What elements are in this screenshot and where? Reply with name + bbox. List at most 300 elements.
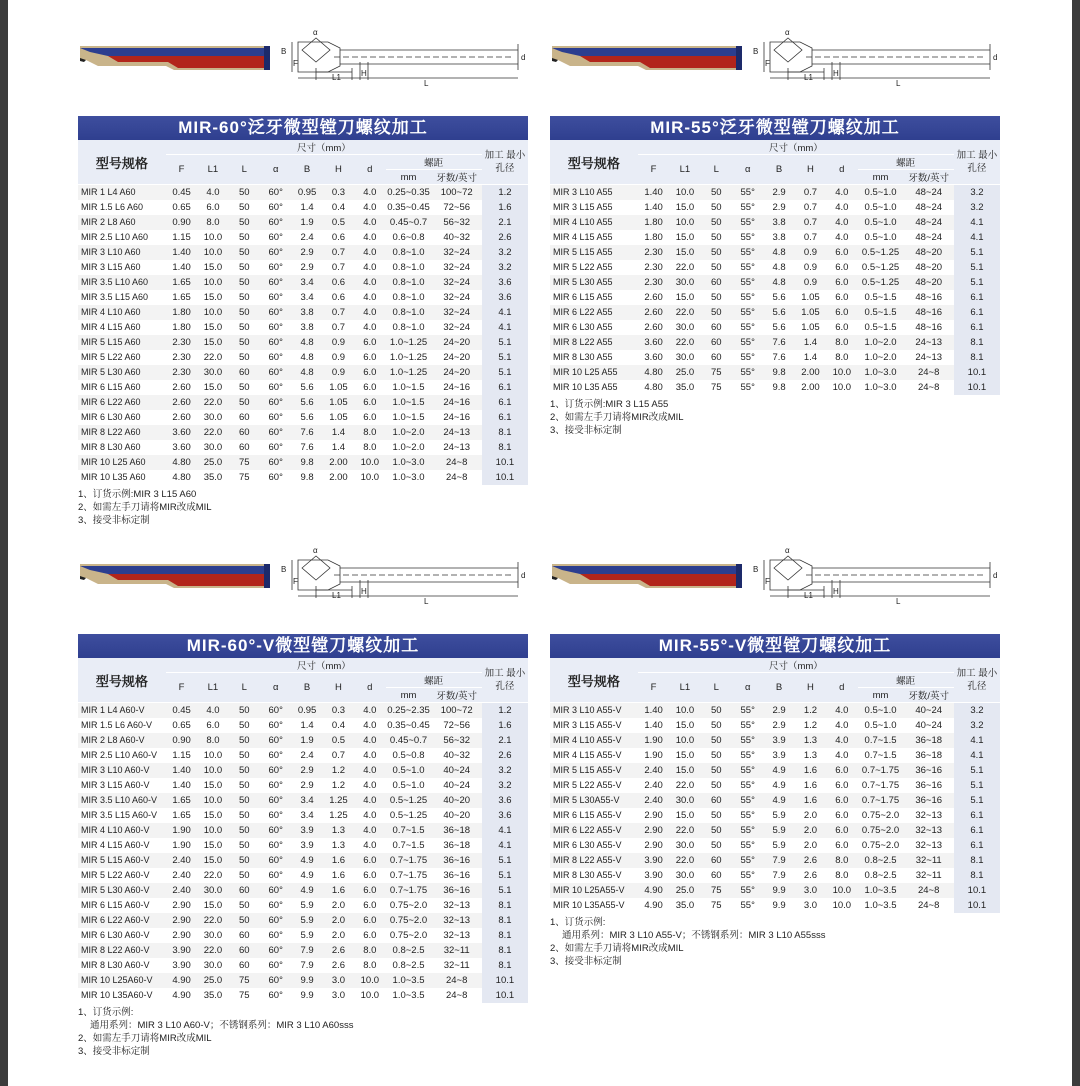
table-cell: 48~20 bbox=[904, 275, 954, 290]
label-l1: L1 bbox=[332, 591, 341, 600]
table-cell: 32~13 bbox=[432, 928, 482, 943]
table-cell: 5.6 bbox=[763, 305, 794, 320]
table-cell: 60 bbox=[701, 275, 732, 290]
col-f: F bbox=[166, 155, 197, 185]
table-cell: 9.9 bbox=[291, 988, 322, 1003]
table-cell: 55° bbox=[732, 245, 763, 260]
col-pitch-tpi: 牙数/英寸 bbox=[432, 688, 482, 703]
table-cell: 6.1 bbox=[954, 305, 1000, 320]
table-cell: 56~32 bbox=[432, 733, 482, 748]
table-cell: 15.0 bbox=[197, 838, 228, 853]
table-cell: 60° bbox=[260, 823, 291, 838]
table-row bbox=[78, 425, 528, 440]
table-cell: 9.8 bbox=[291, 470, 322, 485]
table-cell: 0.8~1.0 bbox=[386, 245, 432, 260]
table-cell: 60 bbox=[701, 350, 732, 365]
table-cell: 0.5 bbox=[323, 215, 354, 230]
table-cell: 60° bbox=[260, 763, 291, 778]
table-cell: 5.1 bbox=[954, 275, 1000, 290]
table-cell: 30.0 bbox=[197, 883, 228, 898]
table-cell: 55° bbox=[732, 290, 763, 305]
table-cell: 0.45~0.7 bbox=[386, 215, 432, 230]
table-cell: 50 bbox=[701, 778, 732, 793]
tool-drawing bbox=[550, 28, 1000, 88]
table-row bbox=[78, 718, 528, 733]
table-cell: 60° bbox=[260, 455, 291, 470]
table-cell: 6.0 bbox=[826, 275, 857, 290]
table-cell: 9.8 bbox=[763, 380, 794, 395]
cell-model: MIR 8 L30 A60-V bbox=[78, 958, 166, 973]
table-cell: 1.0~2.0 bbox=[386, 440, 432, 455]
table-row bbox=[78, 943, 528, 958]
cell-model: MIR 1 L4 A60-V bbox=[78, 703, 166, 718]
label-b: B bbox=[753, 47, 759, 56]
table-cell: 0.6 bbox=[323, 290, 354, 305]
table-cell: 15.0 bbox=[669, 290, 700, 305]
table-cell: 0.7 bbox=[323, 260, 354, 275]
table-cell: 1.0~1.25 bbox=[386, 365, 432, 380]
table-cell: 0.7~1.75 bbox=[386, 853, 432, 868]
table-cell: 60° bbox=[260, 958, 291, 973]
table-cell: 3.90 bbox=[638, 853, 669, 868]
table-cell: 60° bbox=[260, 718, 291, 733]
col-model: 型号规格 bbox=[78, 140, 166, 185]
table-cell: 10.0 bbox=[354, 988, 385, 1003]
table-cell: 1.2 bbox=[482, 185, 528, 200]
cell-model: MIR 6 L22 A60 bbox=[78, 395, 166, 410]
table-cell: 4.8 bbox=[291, 335, 322, 350]
cell-model: MIR 6 L22 A55-V bbox=[550, 823, 638, 838]
table-cell: 6.0 bbox=[354, 853, 385, 868]
table-cell: 50 bbox=[229, 380, 260, 395]
table-cell: 100~72 bbox=[432, 185, 482, 200]
col-l1: L1 bbox=[669, 673, 700, 703]
table-cell: 50 bbox=[229, 320, 260, 335]
table-cell: 5.1 bbox=[482, 335, 528, 350]
table-cell: 5.9 bbox=[763, 808, 794, 823]
table-cell: 1.25 bbox=[323, 808, 354, 823]
table-cell: 22.0 bbox=[197, 943, 228, 958]
table-cell: 1.80 bbox=[638, 215, 669, 230]
cell-model: MIR 3.5 L15 A60-V bbox=[78, 808, 166, 823]
table-cell: 60° bbox=[260, 185, 291, 200]
table-cell: 48~24 bbox=[904, 200, 954, 215]
table-cell: 8.0 bbox=[197, 215, 228, 230]
table-cell: 8.1 bbox=[482, 943, 528, 958]
cell-model: MIR 10 L35A60-V bbox=[78, 988, 166, 1003]
col-f: F bbox=[638, 673, 669, 703]
table-cell: 60° bbox=[260, 748, 291, 763]
table-cell: 6.0 bbox=[354, 883, 385, 898]
table-cell: 1.6 bbox=[795, 778, 826, 793]
table-cell: 0.5~1.25 bbox=[858, 245, 904, 260]
table-cell: 72~56 bbox=[432, 200, 482, 215]
table-cell: 32~24 bbox=[432, 290, 482, 305]
table-cell: 50 bbox=[229, 245, 260, 260]
table-cell: 50 bbox=[229, 200, 260, 215]
table-cell: 0.5~1.0 bbox=[386, 763, 432, 778]
table-cell: 5.6 bbox=[291, 395, 322, 410]
label-h: H bbox=[833, 587, 839, 596]
table-cell: 50 bbox=[701, 245, 732, 260]
table-cell: 5.1 bbox=[954, 793, 1000, 808]
table-row bbox=[78, 853, 528, 868]
table-cell: 1.0~3.5 bbox=[386, 973, 432, 988]
cell-model: MIR 6 L30 A55 bbox=[550, 320, 638, 335]
table-cell: 15.0 bbox=[197, 380, 228, 395]
table-cell: 9.9 bbox=[763, 883, 794, 898]
cell-model: MIR 8 L30 A60 bbox=[78, 440, 166, 455]
label-d: d bbox=[993, 571, 998, 580]
note-line: 2、如需左手刀请将MIR改成MIL bbox=[550, 412, 684, 423]
label-f: F bbox=[765, 577, 770, 586]
table-cell: 32~24 bbox=[432, 275, 482, 290]
table-cell: 0.9 bbox=[795, 245, 826, 260]
table-cell: 4.0 bbox=[826, 185, 857, 200]
table-cell: 2.60 bbox=[166, 410, 197, 425]
table-cell: 0.7 bbox=[795, 230, 826, 245]
table-cell: 3.90 bbox=[166, 943, 197, 958]
table-cell: 48~24 bbox=[904, 230, 954, 245]
table-cell: 5.6 bbox=[291, 380, 322, 395]
table-cell: 3.2 bbox=[482, 778, 528, 793]
table-cell: 5.6 bbox=[291, 410, 322, 425]
table-cell: 8.0 bbox=[354, 958, 385, 973]
panel-mir-55-v bbox=[550, 546, 1000, 967]
table-cell: 6.0 bbox=[354, 365, 385, 380]
table-cell: 50 bbox=[229, 703, 260, 718]
cell-model: MIR 4 L15 A60 bbox=[78, 320, 166, 335]
table-cell: 22.0 bbox=[669, 853, 700, 868]
cell-model: MIR 5 L30A55-V bbox=[550, 793, 638, 808]
table-cell: 2.9 bbox=[291, 260, 322, 275]
table-cell: 6.0 bbox=[354, 335, 385, 350]
table-cell: 0.75~2.0 bbox=[858, 838, 904, 853]
table-cell: 2.00 bbox=[323, 455, 354, 470]
table-row bbox=[78, 778, 528, 793]
cell-model: MIR 4 L10 A55 bbox=[550, 215, 638, 230]
table-cell: 4.0 bbox=[354, 230, 385, 245]
col-h: H bbox=[795, 155, 826, 185]
table-cell: 1.3 bbox=[795, 748, 826, 763]
cell-model: MIR 4 L15 A55 bbox=[550, 230, 638, 245]
table-row bbox=[550, 868, 1000, 883]
table-cell: 55° bbox=[732, 823, 763, 838]
cell-model: MIR 3 L10 A55 bbox=[550, 185, 638, 200]
table-cell: 60 bbox=[229, 365, 260, 380]
col-size: 尺寸（mm） bbox=[638, 658, 954, 673]
table-cell: 32~24 bbox=[432, 245, 482, 260]
table-cell: 4.0 bbox=[354, 793, 385, 808]
table-cell: 2.0 bbox=[323, 913, 354, 928]
table-cell: 6.0 bbox=[354, 380, 385, 395]
tool-diagram bbox=[550, 546, 1000, 606]
table-cell: 4.0 bbox=[354, 778, 385, 793]
table-cell: 6.0 bbox=[826, 305, 857, 320]
col-l: L bbox=[701, 673, 732, 703]
table-cell: 0.8~2.5 bbox=[386, 943, 432, 958]
col-d: d bbox=[826, 673, 857, 703]
table-cell: 3.2 bbox=[482, 763, 528, 778]
table-cell: 50 bbox=[229, 718, 260, 733]
table-cell: 35.0 bbox=[669, 898, 700, 913]
label-d: d bbox=[521, 571, 526, 580]
table-cell: 1.2 bbox=[795, 703, 826, 718]
table-cell: 1.2 bbox=[323, 763, 354, 778]
table-cell: 55° bbox=[732, 230, 763, 245]
table-cell: 0.5~1.0 bbox=[858, 718, 904, 733]
table-row bbox=[78, 470, 528, 485]
table-cell: 32~11 bbox=[904, 853, 954, 868]
table-cell: 4.1 bbox=[954, 215, 1000, 230]
table-title: MIR-55°-V微型镗刀螺纹加工 bbox=[550, 634, 1000, 658]
table-row bbox=[78, 913, 528, 928]
table-cell: 0.5~1.0 bbox=[858, 215, 904, 230]
table-row bbox=[78, 928, 528, 943]
table-cell: 2.0 bbox=[795, 838, 826, 853]
col-pitch: 螺距 bbox=[858, 673, 954, 688]
table-cell: 10.1 bbox=[482, 973, 528, 988]
table-cell: 2.00 bbox=[323, 470, 354, 485]
table-cell: 0.7~1.5 bbox=[386, 823, 432, 838]
tool-diagram bbox=[550, 28, 1000, 88]
cell-model: MIR 3 L10 A60 bbox=[78, 245, 166, 260]
table-cell: 4.9 bbox=[291, 868, 322, 883]
col-l: L bbox=[701, 155, 732, 185]
table-cell: 3.8 bbox=[291, 320, 322, 335]
table-cell: 15.0 bbox=[669, 808, 700, 823]
table-cell: 0.5~1.0 bbox=[858, 703, 904, 718]
table-row bbox=[550, 898, 1000, 913]
table-cell: 2.6 bbox=[482, 748, 528, 763]
table-cell: 48~16 bbox=[904, 320, 954, 335]
cell-model: MIR 6 L30 A60 bbox=[78, 410, 166, 425]
table-cell: 7.9 bbox=[291, 943, 322, 958]
table-row bbox=[550, 350, 1000, 365]
tool-insert-image bbox=[552, 46, 742, 70]
table-cell: 0.45 bbox=[166, 185, 197, 200]
cell-model: MIR 5 L30 A60 bbox=[78, 365, 166, 380]
cell-model: MIR 3 L15 A55 bbox=[550, 200, 638, 215]
table-row bbox=[550, 260, 1000, 275]
table-cell: 0.7~1.5 bbox=[858, 733, 904, 748]
table-cell: 50 bbox=[229, 748, 260, 763]
label-l1: L1 bbox=[332, 73, 341, 82]
col-h: H bbox=[323, 673, 354, 703]
table-cell: 4.1 bbox=[482, 320, 528, 335]
table-cell: 2.40 bbox=[166, 883, 197, 898]
col-model: 型号规格 bbox=[78, 658, 166, 703]
cell-model: MIR 2 L8 A60 bbox=[78, 215, 166, 230]
label-f: F bbox=[293, 577, 298, 586]
table-cell: 0.5~1.0 bbox=[386, 778, 432, 793]
table-cell: 60° bbox=[260, 200, 291, 215]
table-cell: 8.0 bbox=[197, 733, 228, 748]
table-cell: 60 bbox=[229, 928, 260, 943]
table-cell: 8.1 bbox=[482, 913, 528, 928]
table-cell: 3.9 bbox=[291, 823, 322, 838]
table-cell: 8.0 bbox=[826, 350, 857, 365]
col-size: 尺寸（mm） bbox=[638, 140, 954, 155]
note-line: 2、如需左手刀请将MIR改成MIL bbox=[78, 1033, 212, 1044]
table-cell: 1.0~3.0 bbox=[386, 470, 432, 485]
table-body bbox=[78, 703, 528, 1003]
cell-model: MIR 8 L22 A55 bbox=[550, 335, 638, 350]
table-cell: 1.40 bbox=[166, 778, 197, 793]
tool-insert-image bbox=[80, 46, 270, 70]
table-cell: 2.40 bbox=[638, 793, 669, 808]
table-cell: 9.9 bbox=[291, 973, 322, 988]
table-cell: 2.00 bbox=[795, 380, 826, 395]
tool-insert-image bbox=[552, 564, 742, 588]
table-cell: 0.7~1.75 bbox=[386, 883, 432, 898]
table-row bbox=[78, 410, 528, 425]
table-cell: 15.0 bbox=[669, 230, 700, 245]
left-frame-bar bbox=[0, 0, 8, 1086]
cell-model: MIR 2.5 L10 A60-V bbox=[78, 748, 166, 763]
table-row bbox=[78, 185, 528, 200]
table-cell: 24~16 bbox=[432, 410, 482, 425]
table-cell: 35.0 bbox=[197, 470, 228, 485]
col-l1: L1 bbox=[197, 673, 228, 703]
col-d: d bbox=[354, 155, 385, 185]
cell-model: MIR 5 L22 A55-V bbox=[550, 778, 638, 793]
table-cell: 2.9 bbox=[291, 778, 322, 793]
table-cell: 1.3 bbox=[323, 823, 354, 838]
cell-model: MIR 8 L22 A60 bbox=[78, 425, 166, 440]
table-cell: 60 bbox=[701, 868, 732, 883]
table-cell: 0.5~1.25 bbox=[386, 808, 432, 823]
table-cell: 24~20 bbox=[432, 350, 482, 365]
table-cell: 9.8 bbox=[763, 365, 794, 380]
dimension-drawing bbox=[292, 38, 518, 80]
table-cell: 32~24 bbox=[432, 305, 482, 320]
table-row bbox=[550, 808, 1000, 823]
table-cell: 10.0 bbox=[197, 230, 228, 245]
table-cell: 55° bbox=[732, 853, 763, 868]
cell-model: MIR 1.5 L6 A60 bbox=[78, 200, 166, 215]
label-l1: L1 bbox=[804, 591, 813, 600]
table-cell: 22.0 bbox=[669, 335, 700, 350]
table-cell: 60° bbox=[260, 868, 291, 883]
table-cell: 5.9 bbox=[763, 838, 794, 853]
table-cell: 36~16 bbox=[904, 778, 954, 793]
label-l: L bbox=[896, 79, 901, 88]
col-f: F bbox=[166, 673, 197, 703]
table-cell: 4.0 bbox=[354, 290, 385, 305]
table-cell: 5.6 bbox=[763, 290, 794, 305]
table-cell: 1.2 bbox=[795, 718, 826, 733]
table-cell: 75 bbox=[701, 898, 732, 913]
col-b: B bbox=[763, 673, 794, 703]
table-cell: 0.5~1.0 bbox=[858, 230, 904, 245]
table-cell: 1.05 bbox=[323, 410, 354, 425]
table-row bbox=[78, 335, 528, 350]
table-cell: 1.90 bbox=[638, 748, 669, 763]
table-row bbox=[550, 748, 1000, 763]
table-cell: 3.0 bbox=[795, 883, 826, 898]
table-cell: 1.0~3.0 bbox=[858, 380, 904, 395]
table-cell: 60 bbox=[229, 958, 260, 973]
table-cell: 50 bbox=[701, 763, 732, 778]
table-cell: 8.1 bbox=[954, 335, 1000, 350]
col-b: B bbox=[763, 155, 794, 185]
table-cell: 5.1 bbox=[954, 778, 1000, 793]
table-cell: 5.1 bbox=[482, 350, 528, 365]
table-cell: 2.9 bbox=[763, 703, 794, 718]
table-cell: 55° bbox=[732, 275, 763, 290]
table-cell: 60 bbox=[229, 410, 260, 425]
col-h: H bbox=[323, 155, 354, 185]
table-cell: 55° bbox=[732, 838, 763, 853]
table-cell: 1.40 bbox=[166, 245, 197, 260]
table-row bbox=[550, 275, 1000, 290]
table-cell: 10.1 bbox=[954, 898, 1000, 913]
table-cell: 15.0 bbox=[669, 763, 700, 778]
note-line: 通用系列：MIR 3 L10 A60-V；不锈钢系列：MIR 3 L10 A60sss bbox=[90, 1020, 354, 1031]
table-cell: 10.0 bbox=[197, 275, 228, 290]
table-cell: 3.6 bbox=[482, 290, 528, 305]
table-cell: 24~8 bbox=[904, 883, 954, 898]
table-cell: 0.5 bbox=[323, 733, 354, 748]
table-cell: 0.3 bbox=[323, 703, 354, 718]
table-cell: 60° bbox=[260, 883, 291, 898]
table-cell: 8.1 bbox=[482, 928, 528, 943]
table-cell: 4.90 bbox=[166, 988, 197, 1003]
table-cell: 1.6 bbox=[482, 200, 528, 215]
label-b: B bbox=[753, 565, 759, 574]
label-alpha: α bbox=[313, 28, 318, 37]
table-cell: 40~24 bbox=[432, 763, 482, 778]
label-l: L bbox=[424, 597, 429, 606]
table-cell: 50 bbox=[229, 335, 260, 350]
table-cell: 15.0 bbox=[197, 853, 228, 868]
cell-model: MIR 3.5 L10 A60 bbox=[78, 275, 166, 290]
table-cell: 24~16 bbox=[432, 395, 482, 410]
table-cell: 50 bbox=[701, 838, 732, 853]
table-cell: 22.0 bbox=[197, 425, 228, 440]
table-cell: 7.6 bbox=[291, 440, 322, 455]
table-cell: 7.9 bbox=[291, 958, 322, 973]
table-cell: 24~8 bbox=[904, 380, 954, 395]
table-row bbox=[78, 365, 528, 380]
note-line: 3、接受非标定制 bbox=[78, 1046, 150, 1057]
table-row bbox=[550, 365, 1000, 380]
table-cell: 6.0 bbox=[354, 913, 385, 928]
table-cell: 1.40 bbox=[166, 260, 197, 275]
cell-model: MIR 6 L15 A55 bbox=[550, 290, 638, 305]
label-h: H bbox=[833, 69, 839, 78]
table-cell: 50 bbox=[229, 275, 260, 290]
table-cell: 10.1 bbox=[954, 380, 1000, 395]
table-row bbox=[78, 748, 528, 763]
table-cell: 4.0 bbox=[354, 823, 385, 838]
table-cell: 55° bbox=[732, 808, 763, 823]
label-alpha: α bbox=[785, 28, 790, 37]
cell-model: MIR 2.5 L10 A60 bbox=[78, 230, 166, 245]
table-cell: 6.1 bbox=[954, 320, 1000, 335]
table-cell: 50 bbox=[229, 838, 260, 853]
note-line: 2、如需左手刀请将MIR改成MIL bbox=[78, 502, 212, 513]
table-cell: 60 bbox=[229, 883, 260, 898]
table-cell: 2.6 bbox=[482, 230, 528, 245]
note-line: 1、订货示例:MIR 3 L15 A55 bbox=[550, 399, 669, 410]
table-cell: 40~32 bbox=[432, 748, 482, 763]
cell-model: MIR 6 L15 A55-V bbox=[550, 808, 638, 823]
table-cell: 75 bbox=[701, 883, 732, 898]
table-cell: 4.1 bbox=[482, 823, 528, 838]
table-cell: 6.0 bbox=[826, 778, 857, 793]
